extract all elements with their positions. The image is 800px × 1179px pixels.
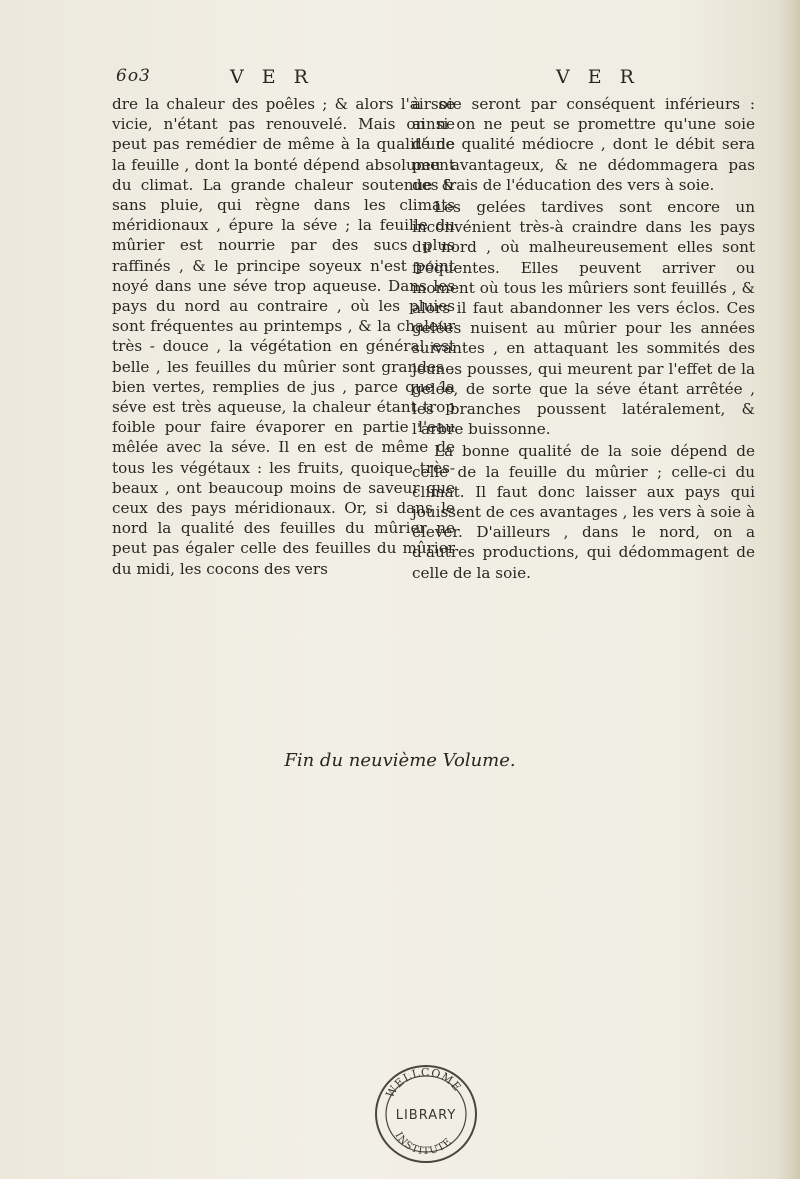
page-number: 6o3 — [116, 66, 151, 86]
right-running-head: V E R — [556, 66, 640, 88]
right-paragraph-3: La bonne qualité de la soie dépend de celle de la feuille du mûrier ; celle-ci du climat. Il faut donc laisser aux pays qui jouissent de ces avantages , les vers à soie à élever. D'ailleurs , dans le nord, on a d'autres productions, qui dédommagent de celle de la soie. — [412, 442, 755, 582]
right-column — [412, 94, 755, 583]
stamp-library-label: LIBRARY — [395, 1108, 457, 1123]
right-paragraph-1: à soie seront par conséquent inférieurs : ainsi on ne peut se promettre qu'une soie d'une qualité médiocre , dont le débit sera peu avantageux, & ne dédommagera pas des frais de l'éducation des vers à soie. — [412, 95, 755, 194]
left-column — [112, 94, 455, 579]
running-header — [0, 66, 800, 94]
right-paragraph-2: Les gelées tardives sont encore un inconvénient très-à craindre dans les pays du nord , où malheureusement elles sont fréquentes. Elles peuvent arriver ou moment où tous les mûriers sont feuillés , & alors il faut abandonner les vers éclos. Ces gelées nuisent au mûrier pour les années suivantes , en attaquant les sommités des jeunes pousses, qui meurent par l'effet de la gelée, de sorte que la séve étant arrêtée , les branches poussent latéralement, & l'arbre buissonne. — [412, 198, 755, 439]
library-stamp — [370, 1060, 482, 1168]
svg-text:WELLCOME: WELLCOME — [383, 1065, 465, 1101]
svg-text:INSTITUTE: INSTITUTE — [392, 1130, 455, 1158]
end-of-volume-note: Fin du neuvième Volume. — [284, 750, 516, 771]
left-running-head: V E R — [230, 66, 314, 88]
left-paragraph-1: dre la chaleur des poêles ; & alors l'air se vicie, n'étant pas renouvelé. Mais on ne peut pas remédier de même à la qualité de la feuille , dont la bonté dépend absolument du climat. La grande chaleur soutenue & sans pluie, qui règne dans les climats méridionaux , épure la séve ; la feuille du mûrier est nourrie par des sucs plus raffinés , & le principe soyeux n'est point noyé dans une séve trop aqueuse. Dans les pays du nord au contraire , où les pluies sont fréquentes au printemps , & la chaleur très - douce , la végétation en général est belle , les feuilles du mûrier sont grandes , bien vertes, remplies de jus , parce que la séve est très aqueuse, la chaleur étant trop foible pour faire évaporer en partie l'eau mêlée avec la séve. Il en est de même de tous les végétaux : les fruits, quoique très-beaux , ont beaucoup moins de saveur que ceux des pays méridionaux. Or, si dans le nord la qualité des feuilles du mûrier ne peut pas égaler celle des feuilles du mûrier du midi, les cocons des vers — [112, 95, 455, 578]
page-edge-shadow — [778, 0, 800, 1179]
